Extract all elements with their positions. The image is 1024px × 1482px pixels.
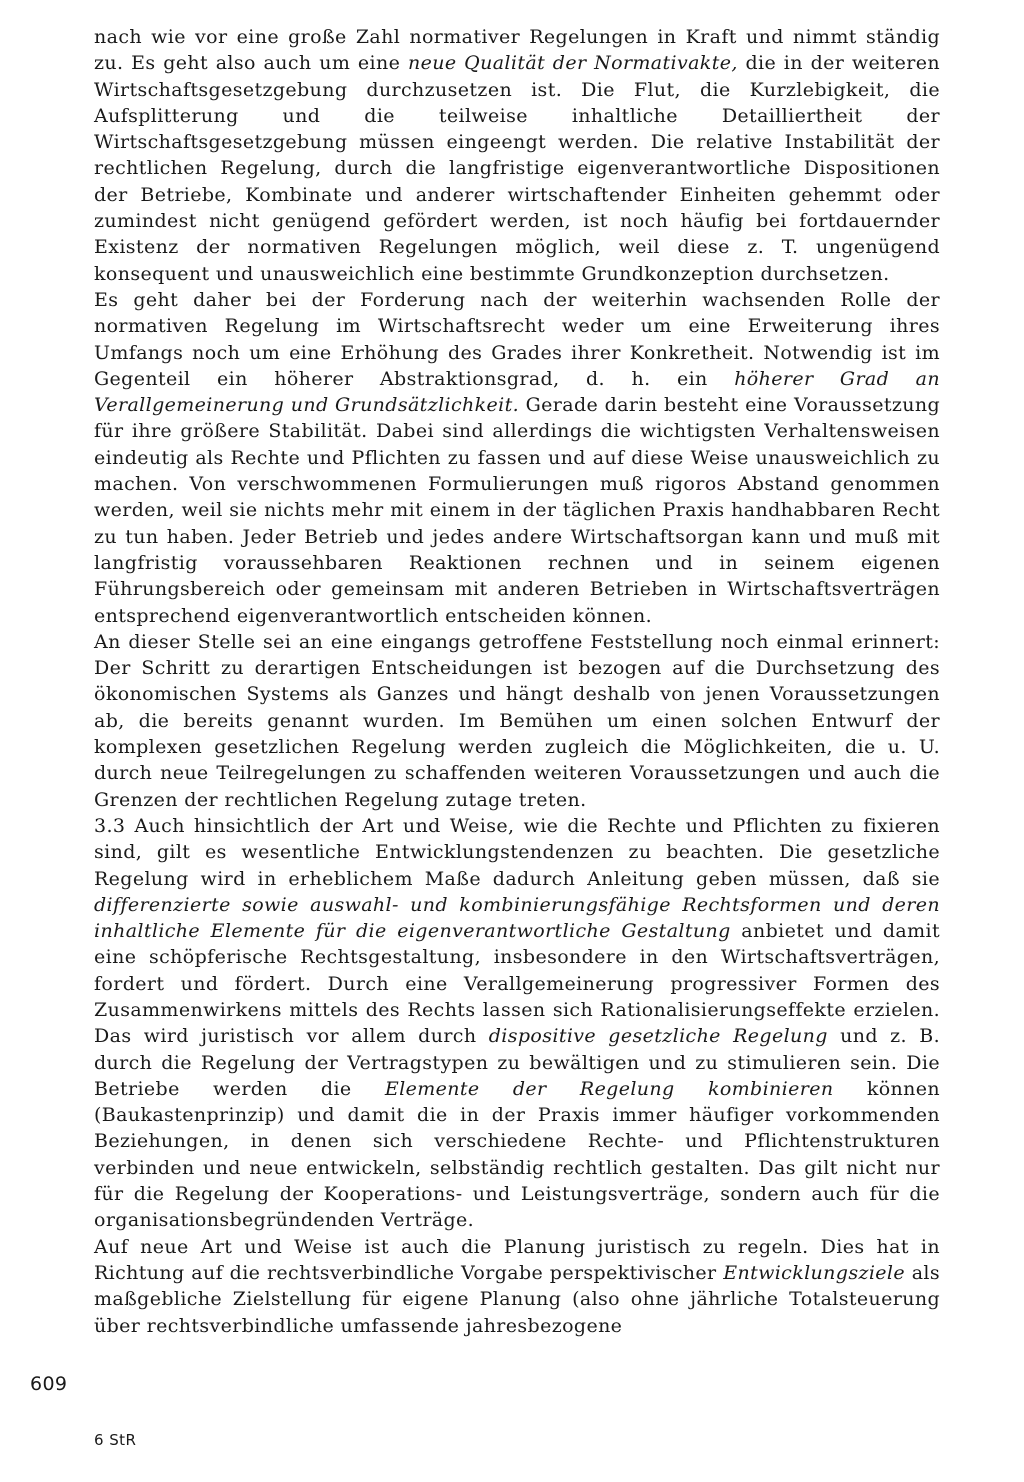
page-number: 609 [30,1373,68,1395]
emphasized-text: Elemente der Regelung kombinieren [384,1077,834,1100]
text-run: und z. B. durch die Regelung der Vertragstypen zu bewältigen und zu stimulieren sein. Die Betriebe werden die [94,1025,941,1100]
text-run: Gerade darin besteht eine Voraussetzung für ihre größere Stabilität. Dabei sind allerdings die wichtigsten Verhaltensweisen eindeutig als Rechte und Pflichten zu fassen und auf diese Weise unausweichlich zu machen. Von verschwommenen Formulierungen muß rigoros Abstand genommen werden, weil sie nichts mehr mit einem in der täglichen Praxis handhabbaren Recht zu tun haben. Jeder Betrieb und jedes andere Wirtschaftsorgan kann und muß mit langfristig voraussehbaren Reaktionen rechnen und in seinem eigenen Führungsbereich oder gemeinsam mit anderen Betrieben in Wirtschaftsverträgen entsprechend eigenverantwortlich entscheiden können. [94,394,940,627]
emphasized-text: Entwicklungsziele [723,1261,906,1284]
paragraph [94,813,940,1234]
paragraph [94,24,940,287]
text-run: Es geht daher bei der Forderung nach der weiterhin wachsenden Rolle der normativen Regelung im Wirtschaftsrecht weder um eine Erweiterung ihres Umfangs noch um eine Erhöhung des Grades ihrer Konkretheit. Notwendig ist im Gegenteil ein höherer Abstraktionsgrad, d. h. ein [94,288,940,390]
emphasized-text: neue Qualität der Normativakte, [407,52,738,75]
text-run: als maßgebliche Zielstellung für eigene Planung (also ohne jährliche Totalsteuerung über rechtsverbindliche umfassende jahresbezogene [94,1261,940,1337]
text-run: können (Baukastenprinzip) und damit die in der Praxis immer häufiger vorkommenden Beziehungen, in denen sich verschiedene Rechte- und Pflichtenstrukturen verbinden und neue entwickeln, selbständig rechtlich gestalten. Das gilt nicht nur für die Regelung der Kooperations- und Leistungsverträge, sondern auch für die organisationsbegründenden Verträge. [94,1077,941,1232]
text-run: die in der weiteren Wirtschaftsgesetzgebung durchzusetzen ist. Die Flut, die Kurzlebigkeit, die Aufsplitterung und die teilweise inhaltliche Detailliertheit der Wirtschaftsgesetzgebung müssen eingeengt werden. Die relative Instabilität der rechtlichen Regelung, durch die langfristige eigenverantwortliche Dispositionen der Betriebe, Kombinate und anderer wirtschaftender Einheiten gehemmt oder zumindest nicht genügend gefördert werden, ist noch häufig bei fortdauernder Existenz der normativen Regelungen möglich, weil diese z. T. ungenügend konsequent und unausweichlich eine bestimmte Grundkonzeption durchsetzen. [94,52,940,285]
text-run: 3.3 Auch hinsichtlich der Art und Weise, wie die Rechte und Pflichten zu fixieren sind, gilt es wesentliche Entwicklungstendenzen zu beachten. Die gesetzliche Regelung wird in erheblichem Maße dadurch Anleitung geben müssen, daß sie [94,814,940,890]
body-text [94,24,940,1339]
paragraph [94,629,940,813]
sheet-signature: 6 StR [94,1431,137,1449]
paragraph [94,287,940,629]
text-run: nach wie vor eine große Zahl normativer Regelungen in Kraft und nimmt ständig zu. Es geht also auch um eine [94,26,940,75]
emphasized-text: dispositive gesetzliche Regelung [488,1025,828,1048]
paragraph [94,1234,940,1339]
text-run: Auf neue Art und Weise ist auch die Planung juristisch zu regeln. Dies hat in Richtung auf die rechtsverbindliche Vorgabe perspektivischer [94,1235,940,1284]
emphasized-text: höherer Grad an Verallgemeinerung und Grundsätzlichkeit. [94,367,941,417]
text-run: anbietet und damit eine schöpferische Rechtsgestaltung, insbesondere in den Wirtschaftsverträgen, fordert und fördert. Durch eine Verallgemeinerung progressiver Formen des Zusammenwirkens mittels des Rechts lassen sich Rationalisierungseffekte erzielen. Das wird juristisch vor allem durch [94,920,940,1048]
emphasized-text: differenzierte sowie auswahl- und kombinierungsfähige Rechtsformen und deren inhaltliche Elemente für die eigenverantwortliche Gestaltung [94,893,940,943]
text-run: An dieser Stelle sei an eine eingangs getroffene Feststellung noch einmal erinnert: Der Schritt zu derartigen Entscheidungen ist bezogen auf die Durchsetzung des ökonomischen Systems als Ganzes und hängt deshalb von jenen Voraussetzungen ab, die bereits genannt wurden. Im Bemühen um einen solchen Entwurf der komplexen gesetzlichen Regelung werden zugleich die Möglichkeiten, die u. U. durch neue Teilregelungen zu schaffenden weiteren Voraussetzungen und auch die Grenzen der rechtlichen Regelung zutage treten. [94,630,940,811]
